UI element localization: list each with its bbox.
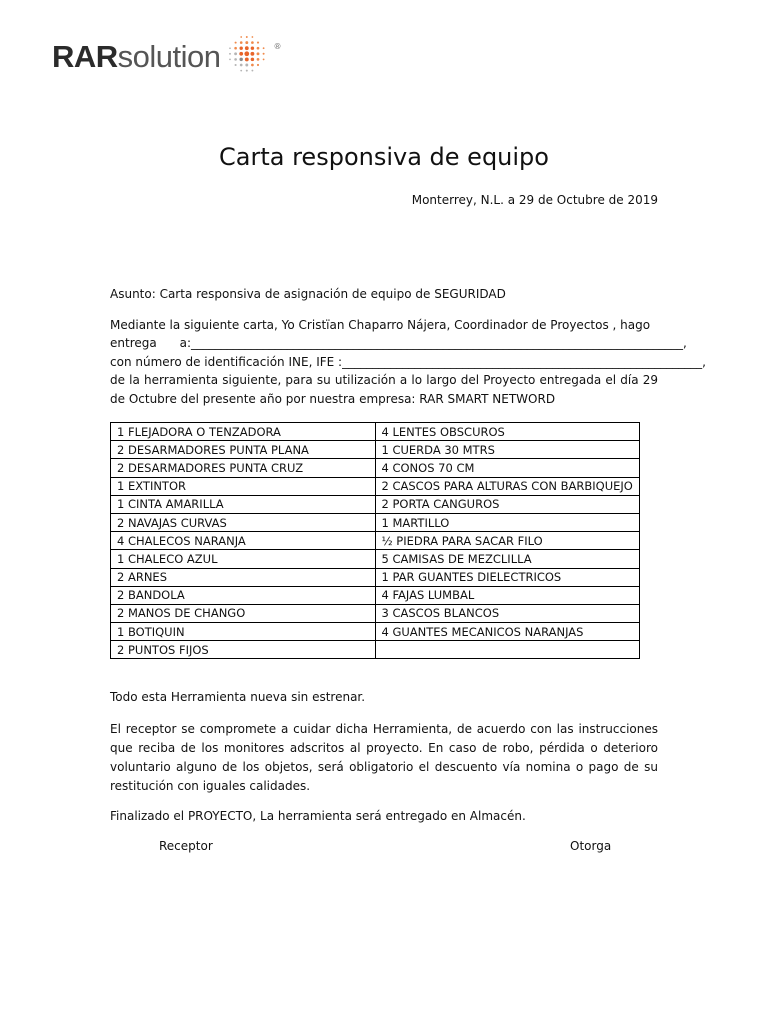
table-cell: 2 PUNTOS FIJOS (111, 641, 376, 659)
table-cell (375, 641, 640, 659)
table-cell: 4 LENTES OBSCUROS (375, 423, 640, 441)
table-cell: 4 FAJAS LUMBAL (375, 586, 640, 604)
table-row (111, 532, 640, 550)
logo-dot (262, 53, 264, 55)
subject-line: Asunto: Carta responsiva de asignación de equipo de SEGURIDAD (110, 287, 506, 301)
logo-dot (245, 41, 248, 44)
table-cell: 5 CAMISAS DE MEZCLILLA (375, 550, 640, 568)
logo-solution-text: solution (117, 38, 221, 74)
logo-dots-icon (227, 34, 273, 74)
table-cell: 2 CASCOS PARA ALTURAS CON BARBIQUEJO (375, 477, 640, 495)
intro-line-2-label: entrega a: (110, 336, 191, 351)
logo-dot (239, 58, 242, 61)
table-row (111, 586, 640, 604)
table-row (111, 423, 640, 441)
signature-otorga: Otorga (570, 839, 612, 853)
logo-dot (244, 51, 249, 56)
logo-dot (250, 58, 254, 62)
table-cell: 1 CUERDA 30 MTRS (375, 441, 640, 459)
table-cell: 1 PAR GUANTES DIELECTRICOS (375, 568, 640, 586)
table-cell: 2 DESARMADORES PUNTA CRUZ (111, 459, 376, 477)
logo-dot (240, 70, 242, 72)
logo-dot (229, 53, 231, 55)
logo-dot (256, 64, 258, 66)
logo-dot (234, 58, 237, 61)
logo-dot (251, 41, 254, 44)
paragraph-return: Finalizado el PROYECTO, La herramienta será entregado en Almacén. (110, 809, 526, 823)
intro-line-3-label: con número de identificación INE, IFE : (110, 354, 343, 369)
paragraph-new-tools: Todo esta Herramienta nueva sin estrenar. (110, 690, 366, 704)
date-line: Monterrey, N.L. a 29 de Octubre de 2019 (411, 193, 658, 207)
company-logo (52, 38, 282, 74)
logo-dot (229, 59, 231, 61)
logo-dot (229, 47, 231, 49)
logo-dot (239, 46, 242, 49)
table-cell: 1 MARTILLO (375, 513, 640, 531)
table-row (111, 441, 640, 459)
logo-dot (234, 42, 236, 44)
table-cell: 2 NAVAJAS CURVAS (111, 513, 376, 531)
logo-dot (250, 52, 254, 56)
logo-dot (234, 64, 236, 66)
intro-line-2 (110, 334, 687, 352)
table-cell: 4 GUANTES MECANICOS NARANJAS (375, 623, 640, 641)
logo-dot (251, 70, 253, 72)
logo-dot (256, 42, 258, 44)
logo-dot (244, 57, 248, 61)
intro-line-3 (110, 353, 706, 371)
table-cell: 1 BOTIQUIN (111, 623, 376, 641)
table-row (111, 641, 640, 659)
logo-dot (256, 58, 259, 61)
logo-rar-text: RAR (52, 38, 118, 74)
logo-dot (251, 36, 253, 38)
paragraph-commitment: El receptor se compromete a cuidar dicha Herramienta, de acuerdo con las instrucciones que reciba de los monitores adscritos al proyecto. En caso de robo, pérdida o deterioro voluntario alguno de los objetos, será obligatorio el descuento vía nomina o pago de su restitución con iguales calidades. (110, 722, 658, 793)
logo-dot (239, 52, 243, 56)
logo-dot (234, 47, 237, 50)
logo-dot (245, 70, 247, 72)
logo-dot (262, 58, 264, 60)
table-cell: 2 ARNES (111, 568, 376, 586)
logo-dot (251, 64, 254, 67)
table-cell: 1 FLEJADORA O TENZADORA (111, 423, 376, 441)
intro-paragraph (110, 316, 706, 408)
registered-mark: ® (273, 42, 282, 51)
logo-dot (256, 47, 259, 50)
table-cell: 2 BANDOLA (111, 586, 376, 604)
signature-receptor: Receptor (159, 839, 213, 853)
document-title: Carta responsiva de equipo (219, 143, 549, 171)
logo-dot (262, 47, 264, 49)
table-row (111, 623, 640, 641)
table-cell: 1 CHALECO AZUL (111, 550, 376, 568)
table-cell: 3 CASCOS BLANCOS (375, 604, 640, 622)
table-cell: 4 CONOS 70 CM (375, 459, 640, 477)
table-cell: ½ PIEDRA PARA SACAR FILO (375, 532, 640, 550)
table-row (111, 568, 640, 586)
table-row (111, 550, 640, 568)
table-row (111, 495, 640, 513)
equipment-table (110, 422, 640, 659)
logo-dot (234, 52, 237, 55)
intro-line-4: de la herramienta siguiente, para su utilización a lo largo del Proyecto entregada el día 29 de Octubre del presente año por nuestra empresa: RAR SMART NETWORD (110, 373, 658, 406)
logo-dot (240, 36, 242, 38)
table-row (111, 513, 640, 531)
intro-line-2-blank: __________________________________________________________________________________, (191, 336, 687, 351)
logo-dot (250, 46, 253, 49)
table-cell: 1 EXTINTOR (111, 477, 376, 495)
logo-dot (239, 64, 242, 67)
logo-dot (239, 41, 242, 44)
logo-dot (256, 52, 259, 55)
table-cell: 2 DESARMADORES PUNTA PLANA (111, 441, 376, 459)
table-row (111, 477, 640, 495)
logo-dot (245, 36, 247, 38)
logo-dot (244, 46, 248, 50)
table-row (111, 459, 640, 477)
table-cell: 2 MANOS DE CHANGO (111, 604, 376, 622)
table-cell: 4 CHALECOS NARANJA (111, 532, 376, 550)
table-cell: 2 PORTA CANGUROS (375, 495, 640, 513)
logo-dot (245, 64, 248, 67)
intro-line-3-blank: ____________________________________________________________, (342, 354, 706, 369)
table-row (111, 604, 640, 622)
intro-line-1: Mediante la siguiente carta, Yo Cristïan Chaparro Nájera, Coordinador de Proyectos , hago (110, 318, 651, 332)
logo-wordmark (52, 38, 221, 74)
table-cell: 1 CINTA AMARILLA (111, 495, 376, 513)
